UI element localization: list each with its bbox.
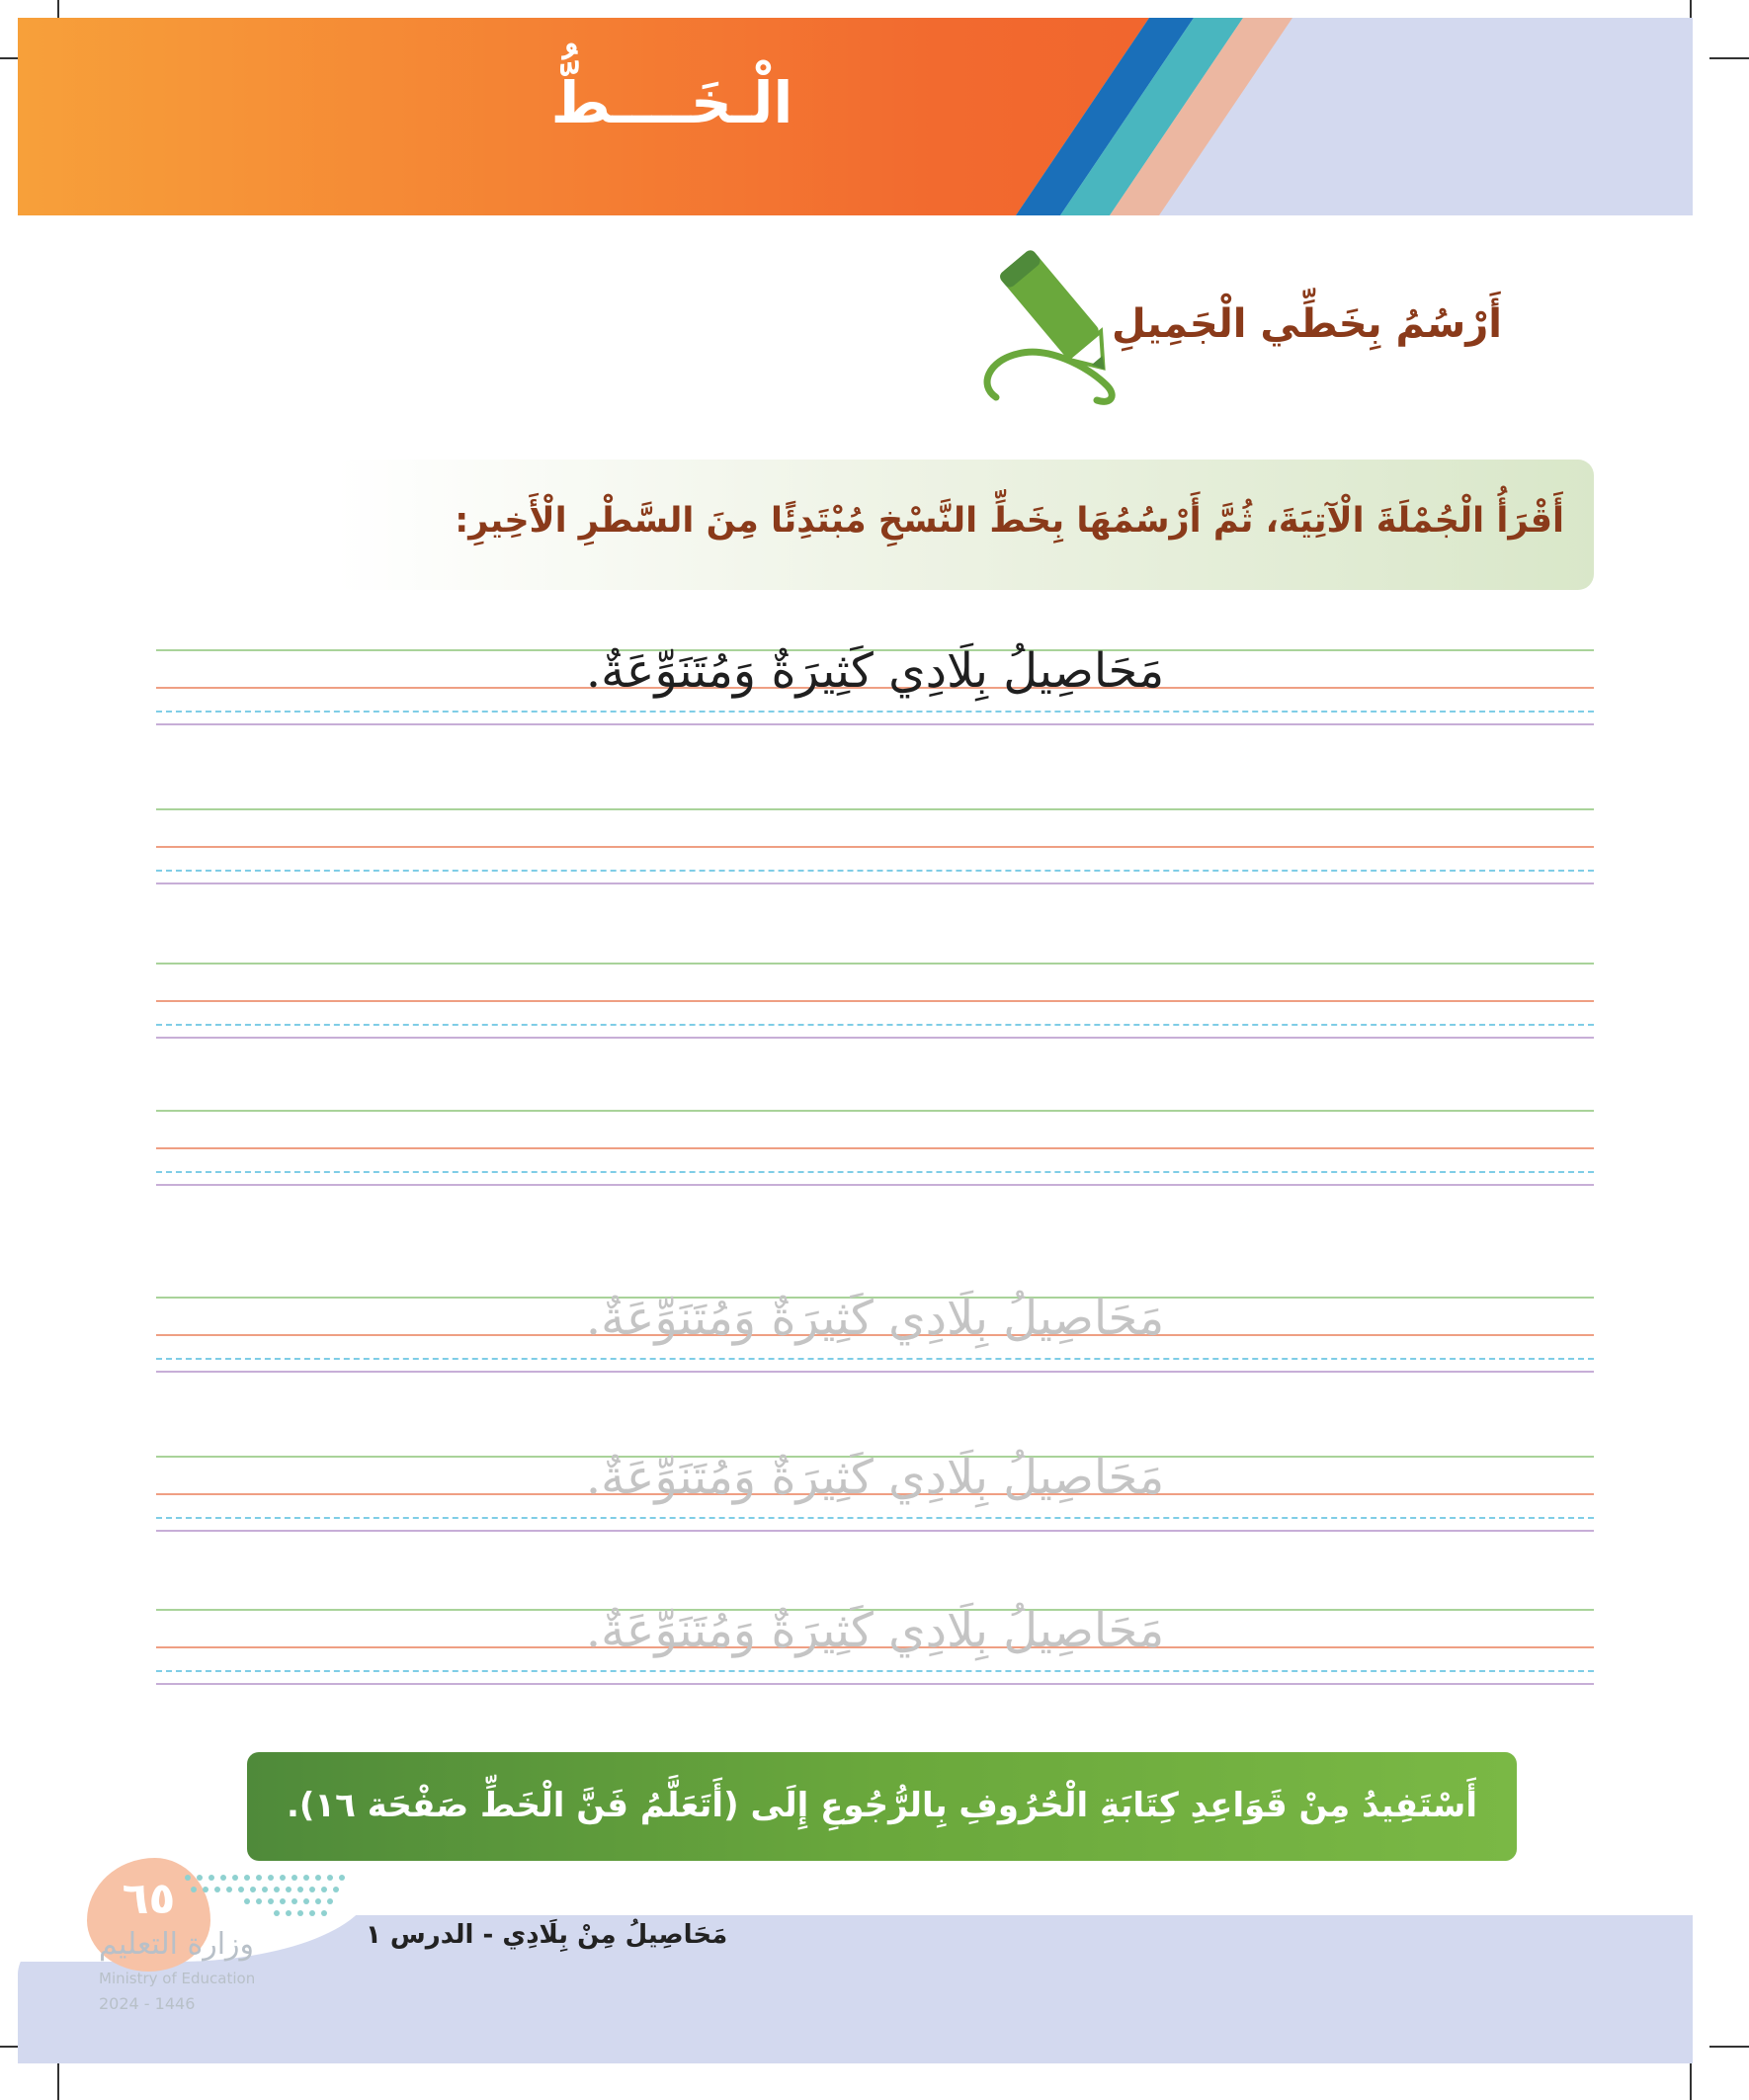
page-number: ٦٥ xyxy=(122,1874,176,1924)
page-title: الْـخَــــطُّ xyxy=(550,69,793,136)
model-sentence: مَحَاصِيلُ بِلَادِي كَثِيرَةٌ وَمُتَنَوِّعَةٌ. xyxy=(585,643,1165,699)
guide-line xyxy=(156,1358,1594,1360)
guide-line xyxy=(156,1171,1594,1173)
guide-line xyxy=(156,1147,1594,1149)
instruction-text: أَقْرَأُ الْجُمْلَةَ الْآتِيَةَ، ثُمَّ أَرْسُمُهَا بِخَطِّ النَّسْخِ مُبْتَدِئًا مِنَ السَّطْرِ الْأَخِيرِ: xyxy=(455,501,1564,541)
guide-line xyxy=(156,808,1594,810)
guide-line xyxy=(156,1530,1594,1532)
guide-line xyxy=(156,1670,1594,1672)
guide-line xyxy=(156,963,1594,965)
guide-line xyxy=(156,1110,1594,1112)
trace-writing-row[interactable] xyxy=(156,1603,1594,1698)
guide-line xyxy=(156,870,1594,872)
ministry-year: 2024 - 1446 xyxy=(99,1994,196,2013)
guide-line xyxy=(156,1517,1594,1519)
ministry-logo-dots-icon xyxy=(148,1858,356,1937)
crop-mark xyxy=(1690,2060,1692,2100)
guide-line xyxy=(156,711,1594,713)
guide-line xyxy=(156,723,1594,725)
trace-writing-row[interactable] xyxy=(156,1291,1594,1386)
instruction-box xyxy=(336,460,1594,590)
guide-line xyxy=(156,882,1594,884)
guide-line xyxy=(156,1683,1594,1685)
ministry-name-english: Ministry of Education xyxy=(99,1970,256,1987)
trace-sentence: مَحَاصِيلُ بِلَادِي كَثِيرَةٌ وَمُتَنَوِّعَةٌ. xyxy=(585,1450,1165,1505)
guide-line xyxy=(156,846,1594,848)
model-writing-row xyxy=(156,643,1594,738)
blank-writing-row[interactable] xyxy=(156,963,1594,1051)
trace-writing-row[interactable] xyxy=(156,1450,1594,1545)
ministry-name-arabic: وزارة التعليم xyxy=(99,1927,255,1962)
tip-text: أَسْتَفِيدُ مِنْ قَوَاعِدِ كِتَابَةِ الْحُرُوفِ بِالرُّجُوعِ إِلَى (أَتَعَلَّمُ فَنَّ الْخَطِّ صَفْحَة ١٦). xyxy=(286,1786,1477,1825)
crop-mark xyxy=(1709,57,1749,59)
guide-line xyxy=(156,1371,1594,1373)
crop-mark xyxy=(57,2060,59,2100)
trace-sentence: مَحَاصِيلُ بِلَادِي كَثِيرَةٌ وَمُتَنَوِّعَةٌ. xyxy=(585,1291,1165,1346)
guide-line xyxy=(156,1000,1594,1002)
lesson-label: مَحَاصِيلُ مِنْ بِلَادِي - الدرس ١ xyxy=(366,1920,728,1950)
tip-bar xyxy=(247,1752,1517,1861)
trace-sentence: مَحَاصِيلُ بِلَادِي كَثِيرَةٌ وَمُتَنَوِّعَةٌ. xyxy=(585,1603,1165,1658)
guide-line xyxy=(156,1024,1594,1026)
blank-writing-row[interactable] xyxy=(156,1110,1594,1199)
section-title: أَرْسُمُ بِخَطِّي الْجَمِيلِ xyxy=(1112,301,1502,347)
crop-mark xyxy=(1709,2046,1749,2048)
guide-line xyxy=(156,1037,1594,1039)
guide-line xyxy=(156,1184,1594,1186)
blank-writing-row[interactable] xyxy=(156,808,1594,897)
